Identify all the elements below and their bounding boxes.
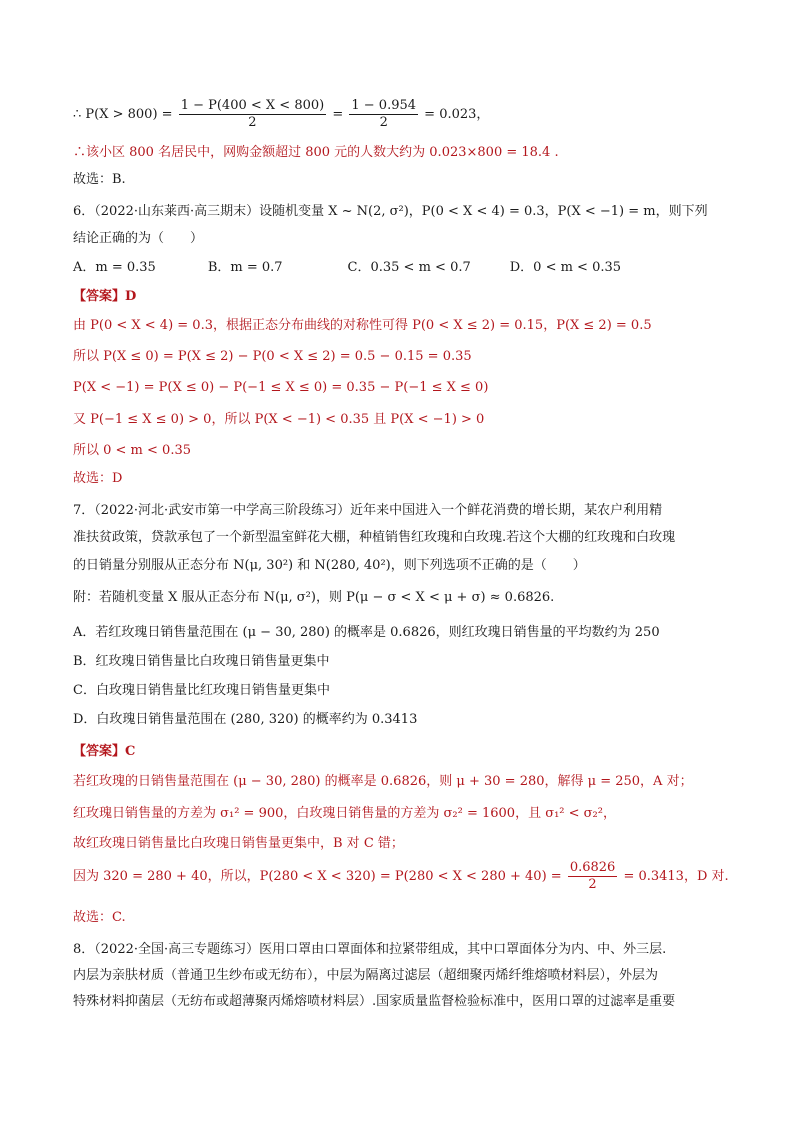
expr-prefix: ∴ P(X > 800) = [73, 107, 177, 122]
question-6-solution-1: 由 P(0 < X < 4) = 0.3，根据正态分布曲线的对称性可得 P(0 < X ≤ 2) = 0.15，P(X ≤ 2) = 0.5 [73, 318, 652, 333]
question-7-choose: 故选：C. [73, 910, 126, 925]
question-7-solution-4 [73, 860, 729, 894]
fraction-1 [179, 98, 327, 131]
fraction-2 [349, 98, 418, 131]
question-6-solution-5: 所以 0 < m < 0.35 [73, 443, 191, 458]
question-6-solution-2: 所以 P(X ≤ 0) = P(X ≤ 2) − P(0 < X ≤ 2) = 0.5 − 0.15 = 0.35 [73, 349, 472, 364]
solution-line-probability-800 [73, 98, 489, 132]
q7-s4-fraction-numerator: 0.6826 [569, 860, 616, 875]
question-6-choose: 故选：D [73, 471, 123, 486]
question-7-line-1: 7．（2022·河北·武安市第一中学高三阶段练习）近年来中国进入一个鲜花消费的增长期，某农户利用精 [73, 503, 663, 518]
question-7-option-b: B．红玫瑰日销售量比白玫瑰日销售量更集中 [73, 654, 330, 669]
question-7-option-c: C．白玫瑰日销售量比红玫瑰日销售量更集中 [73, 683, 330, 698]
solution-line-residents: ∴该小区 800 名居民中，网购金额超过 800 元的人数大约为 0.023×800 = 18.4 . [73, 145, 559, 160]
question-7-option-a: A．若红玫瑰日销售量范围在 (μ − 30, 280) 的概率是 0.6826，则红玫瑰日销售量的平均数约为 250 [73, 625, 660, 640]
fraction-2-denominator: 2 [379, 115, 388, 130]
question-7-solution-3: 故红玫瑰日销售量比白玫瑰日销售量更集中，B 对 C 错； [73, 836, 404, 851]
q7-s4-suffix: = 0.3413，D 对. [619, 869, 729, 884]
choose-line-b: 故选：B. [73, 172, 126, 187]
question-7-line-2: 准扶贫政策，贷款承包了一个新型温室鲜花大棚，种植销售红玫瑰和白玫瑰.若这个大棚的红玫瑰和白玫瑰 [73, 530, 676, 545]
q7-s4-prefix: 因为 320 = 280 + 40，所以，P(280 < X < 320) = P(280 < X < 280 + 40) = [73, 869, 566, 884]
fraction-1-denominator: 2 [248, 115, 257, 130]
question-6-solution-3: P(X < −1) = P(X ≤ 0) − P(−1 ≤ X ≤ 0) = 0.35 − P(−1 ≤ X ≤ 0) [73, 380, 489, 395]
question-7-note: 附：若随机变量 X 服从正态分布 N(μ, σ²)，则 P(μ − σ < X < μ + σ) ≈ 0.6826. [73, 590, 555, 605]
question-7-option-d: D．白玫瑰日销售量范围在 (280, 320) 的概率约为 0.3413 [73, 712, 418, 727]
question-6-answer-tag: 【答案】D [73, 289, 137, 304]
question-8-line-3: 特殊材料抑菌层（无纺布或超薄聚丙烯熔喷材料层）.国家质量监督检验标准中，医用口罩的过滤率是重要 [73, 994, 676, 1009]
question-7-solution-1: 若红玫瑰的日销售量范围在 (μ − 30, 280) 的概率是 0.6826，则 μ + 30 = 280，解得 μ = 250，A 对； [73, 774, 693, 789]
question-7-solution-2: 红玫瑰日销售量的方差为 σ₁² = 900，白玫瑰日销售量的方差为 σ₂² = 1600，且 σ₁² < σ₂²， [73, 806, 616, 821]
question-6-options: A．m = 0.35 B．m = 0.7 C．0.35 < m < 0.7 D．0 < m < 0.35 [73, 260, 622, 275]
question-6-solution-4: 又 P(−1 ≤ X ≤ 0) > 0，所以 P(X < −1) < 0.35 且 P(X < −1) > 0 [73, 412, 485, 427]
question-8-line-2: 内层为亲肤材质（普通卫生纱布或无纺布），中层为隔离过滤层（超细聚丙烯纤维熔喷材料层），外层为 [73, 968, 659, 983]
question-8-line-1: 8．（2022·全国·高三专题练习）医用口罩由口罩面体和拉紧带组成，其中口罩面体分为内、中、外三层. [73, 942, 667, 957]
question-7-line-3: 的日销量分别服从正态分布 N(μ, 30²) 和 N(280, 40²)，则下列选项不正确的是（ ） [73, 558, 586, 573]
q7-s4-fraction-denominator: 2 [588, 877, 597, 892]
q7-s4-fraction [568, 860, 618, 893]
fraction-1-numerator: 1 − P(400 < X < 800) [180, 98, 325, 113]
expr-result: = 0.023， [420, 107, 490, 122]
expr-equals: = [328, 107, 348, 122]
question-6-line-2: 结论正确的为（ ） [73, 231, 204, 246]
fraction-2-numerator: 1 − 0.954 [351, 98, 417, 113]
question-7-answer-tag: 【答案】C [73, 744, 136, 759]
question-6-line-1: 6．（2022·山东莱西·高三期末）设随机变量 X ~ N(2, σ²)，P(0 < X < 4) = 0.3，P(X < −1) = m，则下列 [73, 204, 708, 219]
